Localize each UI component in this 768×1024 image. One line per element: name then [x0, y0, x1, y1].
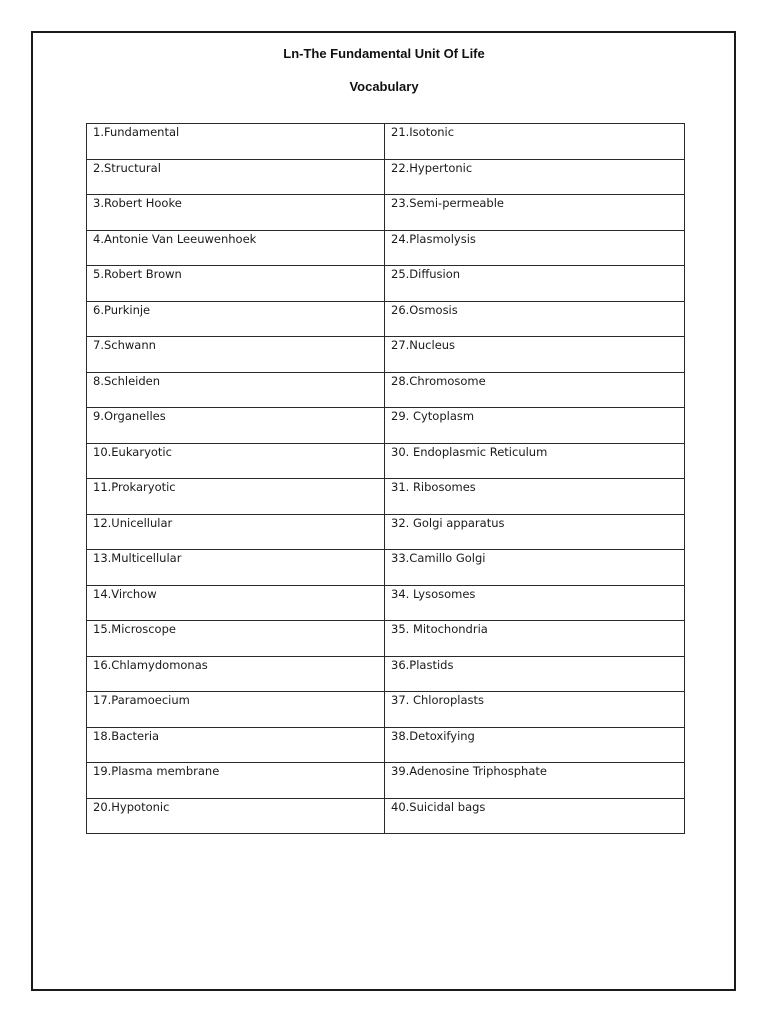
table-cell: [87, 266, 385, 302]
table-cell: [87, 727, 385, 763]
vocab-term: 25.Diffusion: [391, 267, 461, 281]
table-row: [87, 763, 685, 799]
document-subtitle: Vocabulary: [349, 79, 419, 94]
vocab-term: 28.Chromosome: [391, 373, 486, 388]
table-cell: [385, 266, 685, 302]
table-row: [87, 159, 685, 195]
table-cell: [385, 798, 685, 834]
vocabulary-table: [86, 123, 685, 834]
vocab-term: 39.Adenosine Triphosphate: [391, 764, 547, 778]
table-cell: [385, 550, 685, 586]
vocab-term: 2.Structural: [93, 160, 161, 175]
vocab-term: 29. Cytoplasm: [391, 409, 475, 423]
vocab-term: 37. Chloroplasts: [391, 693, 485, 707]
table-cell: [385, 372, 685, 408]
vocab-term: 30. Endoplasmic Reticulum: [391, 444, 548, 459]
vocab-term: 9.Organelles: [93, 409, 166, 423]
table-row: [87, 124, 685, 160]
table-cell: [87, 514, 385, 550]
table-cell: [385, 195, 685, 231]
table-row: [87, 266, 685, 302]
vocab-term: 10.Eukaryotic: [93, 444, 172, 459]
table-cell: [385, 621, 685, 657]
table-cell: [87, 301, 385, 337]
table-cell: [87, 337, 385, 373]
table-cell: [385, 159, 685, 195]
table-row: [87, 798, 685, 834]
table-row: [87, 443, 685, 479]
table-cell: [385, 230, 685, 266]
table-row: [87, 372, 685, 408]
vocab-term: 32. Golgi apparatus: [391, 515, 505, 530]
vocab-term: 12.Unicellular: [93, 515, 173, 530]
table-cell: [385, 727, 685, 763]
table-cell: [87, 763, 385, 799]
vocab-term: 1.Fundamental: [93, 125, 180, 139]
table-row: [87, 195, 685, 231]
table-row: [87, 301, 685, 337]
vocab-term: 13.Multicellular: [93, 551, 182, 565]
vocab-term: 34. Lysosomes: [391, 586, 476, 601]
vocab-term: 38.Detoxifying: [391, 728, 475, 743]
table-cell: [87, 656, 385, 692]
vocab-term: 33.Camillo Golgi: [391, 551, 486, 565]
vocab-term: 15.Microscope: [93, 622, 176, 636]
vocab-term: 21.Isotonic: [391, 125, 455, 139]
table-row: [87, 479, 685, 515]
vocab-term: 26.Osmosis: [391, 302, 458, 317]
vocab-term: 19.Plasma membrane: [93, 764, 220, 778]
vocab-term: 18.Bacteria: [93, 728, 160, 743]
table-cell: [87, 798, 385, 834]
table-row: [87, 621, 685, 657]
vocab-term: 11.Prokaryotic: [93, 480, 176, 494]
table-row: [87, 408, 685, 444]
vocab-term: 4.Antonie Van Leeuwenhoek: [93, 231, 257, 246]
table-cell: [87, 443, 385, 479]
table-cell: [385, 692, 685, 728]
table-row: [87, 514, 685, 550]
table-row: [87, 337, 685, 373]
table-row: [87, 585, 685, 621]
vocab-term: 31. Ribosomes: [391, 480, 476, 494]
table-cell: [87, 124, 385, 160]
table-cell: [87, 585, 385, 621]
table-cell: [385, 479, 685, 515]
table-row: [87, 692, 685, 728]
vocab-term: 17.Paramoecium: [93, 693, 190, 707]
table-cell: [87, 621, 385, 657]
table-cell: [87, 692, 385, 728]
vocab-term: 20.Hypotonic: [93, 799, 170, 814]
table-cell: [385, 763, 685, 799]
table-cell: [87, 550, 385, 586]
vocab-term: 27.Nucleus: [391, 338, 456, 352]
table-cell: [87, 372, 385, 408]
table-row: [87, 656, 685, 692]
table-cell: [385, 124, 685, 160]
vocab-term: 14.Virchow: [93, 586, 157, 601]
table-row: [87, 230, 685, 266]
table-cell: [87, 159, 385, 195]
table-cell: [87, 408, 385, 444]
document-title: Ln-The Fundamental Unit Of Life: [283, 46, 485, 61]
vocab-term: 23.Semi-permeable: [391, 196, 505, 210]
table-row: [87, 550, 685, 586]
vocab-term: 3.Robert Hooke: [93, 196, 182, 210]
vocab-term: 36.Plastids: [391, 657, 454, 672]
vocab-term: 40.Suicidal bags: [391, 799, 486, 814]
table-cell: [385, 301, 685, 337]
vocab-term: 5.Robert Brown: [93, 267, 182, 281]
table-row: [87, 727, 685, 763]
vocab-term: 8.Schleiden: [93, 373, 161, 388]
table-cell: [385, 585, 685, 621]
table-cell: [87, 479, 385, 515]
table-cell: [87, 230, 385, 266]
vocab-term: 16.Chlamydomonas: [93, 657, 208, 672]
vocab-term: 7.Schwann: [93, 338, 156, 352]
table-cell: [385, 443, 685, 479]
table-cell: [385, 514, 685, 550]
vocab-term: 6.Purkinje: [93, 302, 151, 317]
vocab-term: 22.Hypertonic: [391, 160, 473, 175]
table-cell: [385, 656, 685, 692]
vocab-term: 24.Plasmolysis: [391, 231, 476, 246]
table-cell: [385, 408, 685, 444]
table-cell: [87, 195, 385, 231]
vocab-term: 35. Mitochondria: [391, 622, 488, 636]
table-cell: [385, 337, 685, 373]
